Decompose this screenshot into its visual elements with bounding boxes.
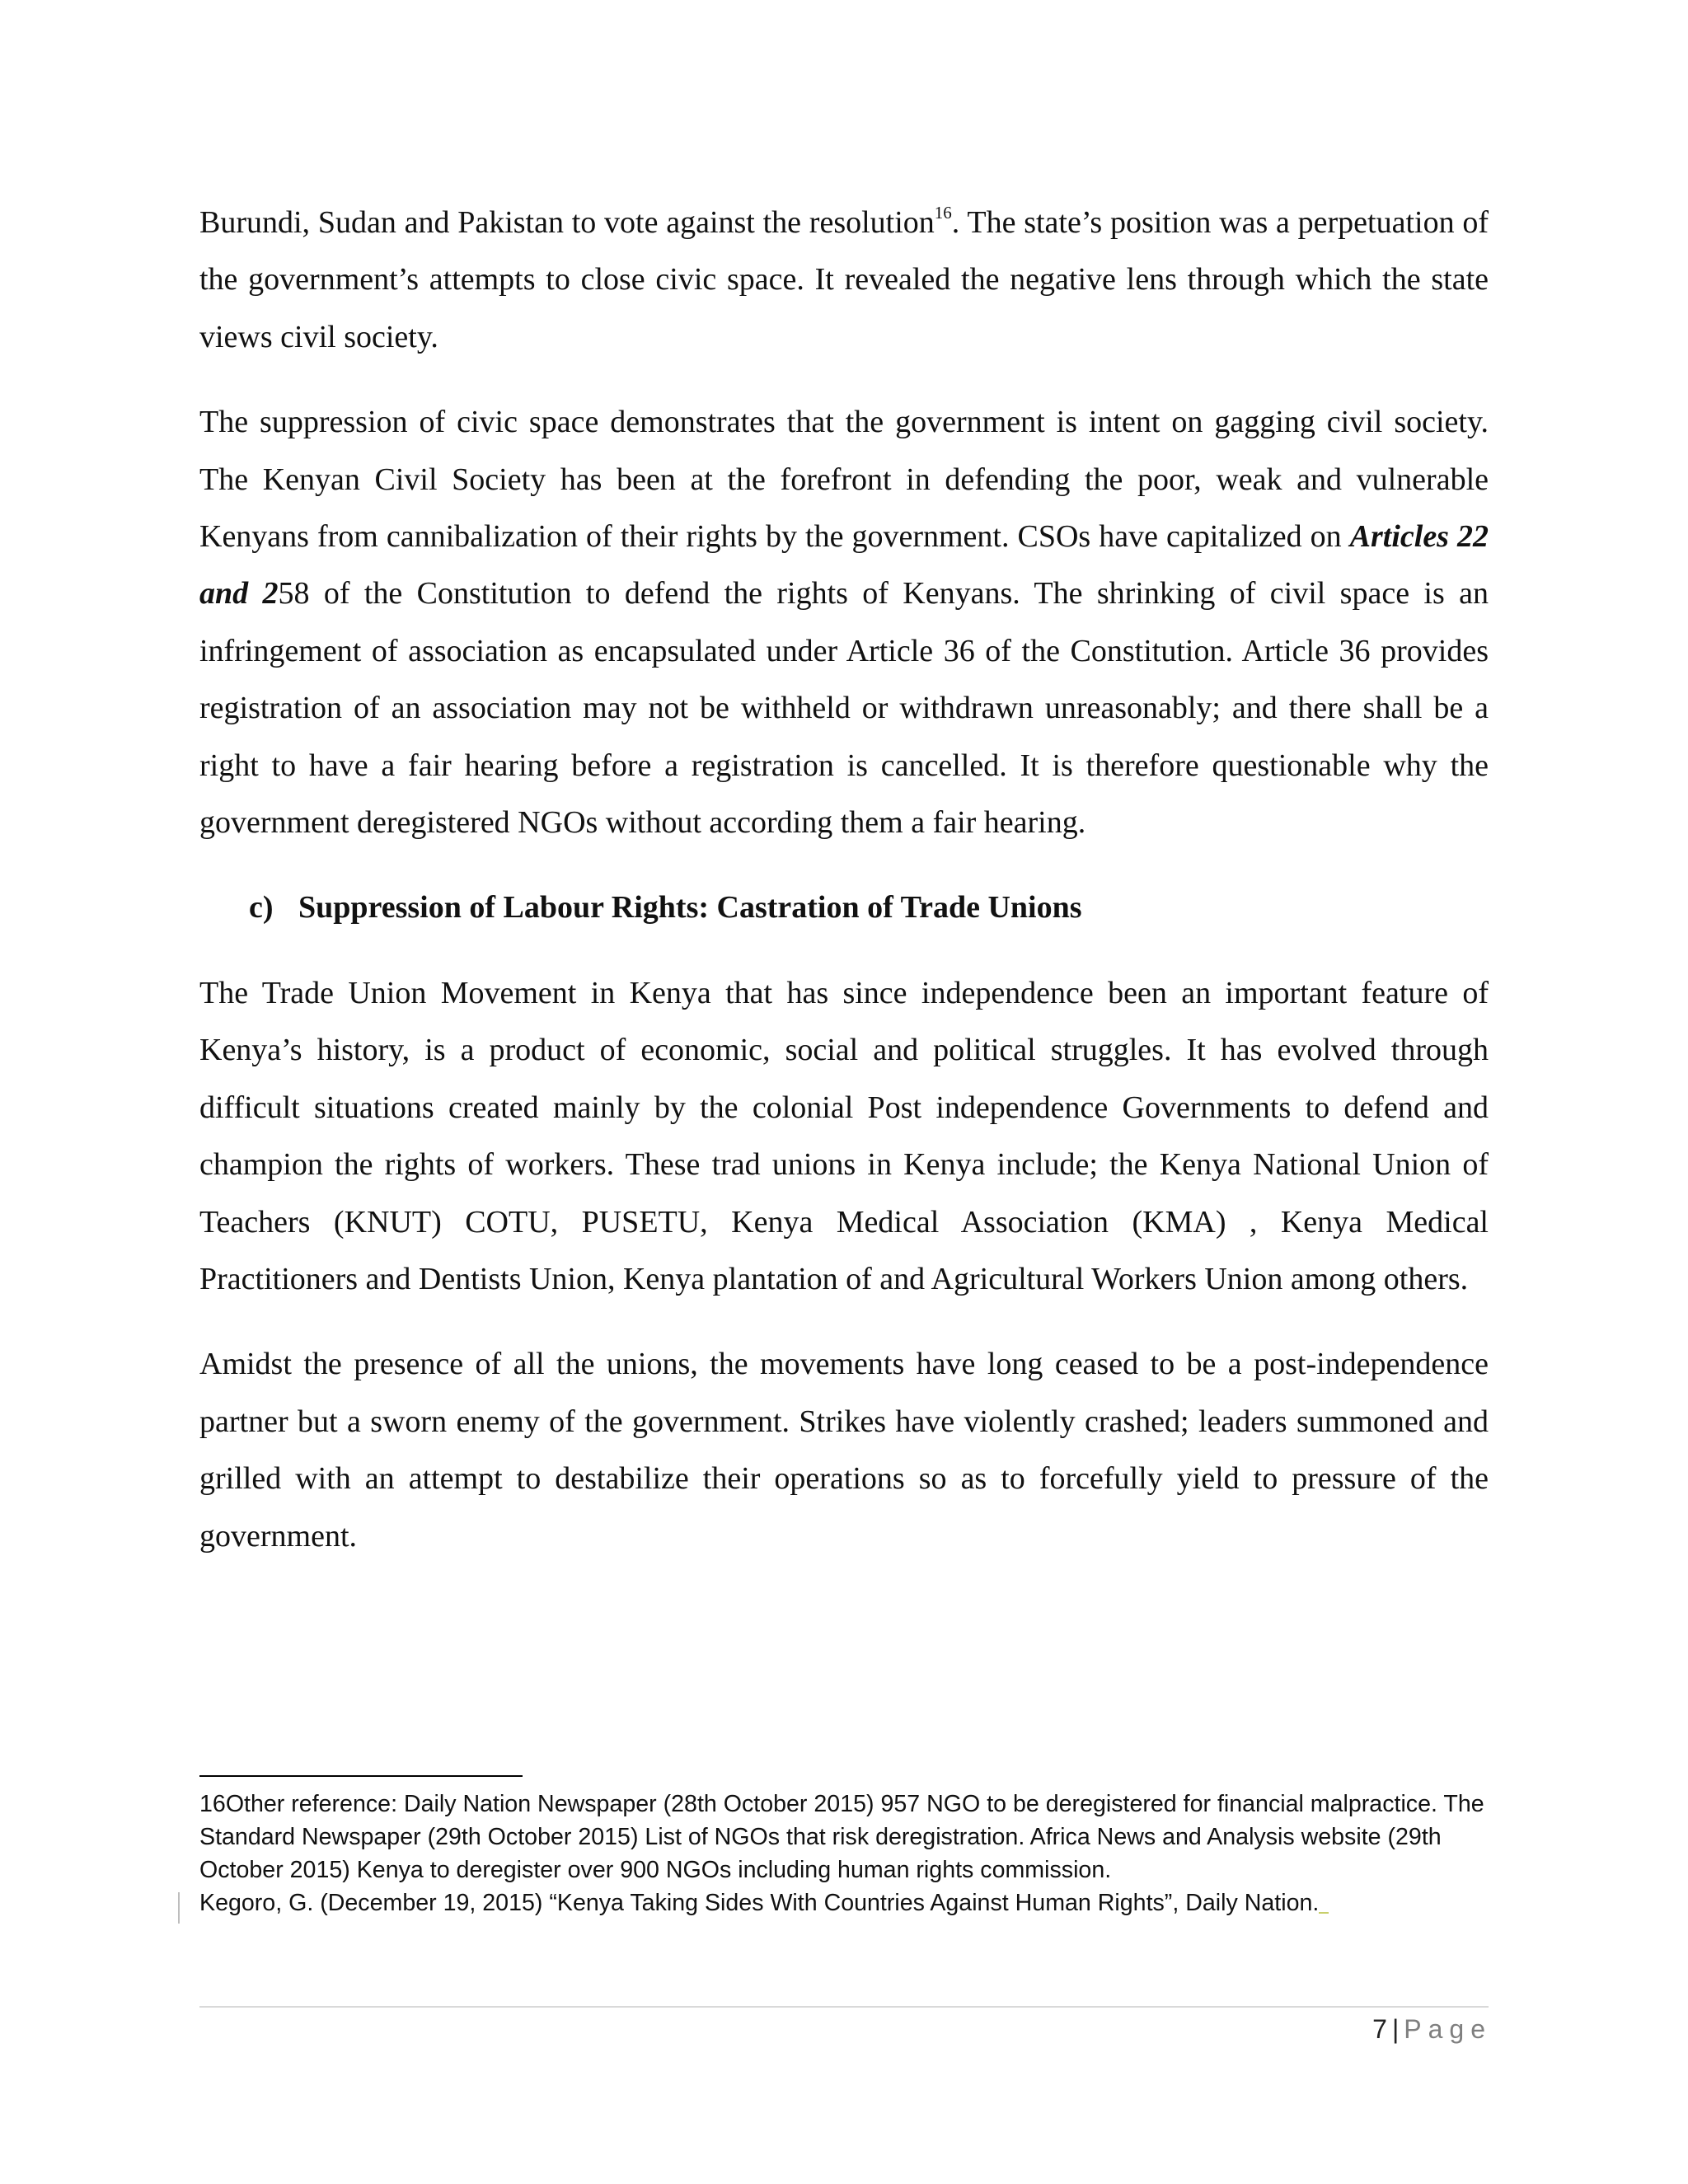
section-marker: c) xyxy=(249,890,274,926)
footer-divider xyxy=(199,2006,1489,2008)
footnote-citation: Kegoro, G. (December 19, 2015) “Kenya Taking Sides With Countries Against Human Rights”, Daily Nation. xyxy=(199,1890,1320,1916)
revision-change-bar xyxy=(178,1892,180,1924)
paragraph-resolution-vote xyxy=(199,194,1489,366)
paragraph-trade-unions: The Trade Union Movement in Kenya that has since independence been an important feature of Kenya’s history, is a product of economic, social and political struggles. It has evolved through difficult situations created mainly by the colonial Post independence Governments to defend and champion the rights of workers. These trad unions in Kenya include; the Kenya National Union of Teachers (KNUT) COTU, PUSETU, Kenya Medical Association (KMA) , Kenya Medical Practitioners and Dentists Union, Kenya plantation of and Agricultural Workers Union among others. xyxy=(199,975,1489,1296)
articles-emphasis: Articles 22 and 2 xyxy=(199,519,1489,612)
paragraph-1-text: Burundi, Sudan and Pakistan to vote against the resolution xyxy=(199,205,935,240)
footnote-16 xyxy=(199,1788,1489,1919)
page-footer xyxy=(1372,2011,1492,2047)
page-number: 7 xyxy=(1372,2014,1387,2044)
page-body xyxy=(199,194,1489,1593)
section-title: Suppression of Labour Rights: Castration of Trade Unions xyxy=(298,890,1082,926)
paragraph-2-text: The suppression of civic space demonstrates that the government is intent on gagging civil society. The Kenyan Civil Society has been at the forefront in defending the poor, weak and vulnerable Kenyans from cannibalization of their rights by the government. CSOs have capitalized on xyxy=(199,405,1489,555)
paragraph-unions-government: Amidst the presence of all the unions, the movements have long ceased to be a post-independence partner but a sworn enemy of the government. Strikes have violently crashed; leaders summoned and grilled with an attempt to destabilize their operations so as to forcefully yield to pressure of the government. xyxy=(199,1347,1489,1554)
revision-mark xyxy=(1319,1912,1329,1914)
footnote-separator xyxy=(199,1775,523,1777)
section-heading xyxy=(249,879,1489,936)
footnote-reference: 16 xyxy=(934,203,952,223)
paragraph-2-text-continued: 58 of the Constitution to defend the rights of Kenyans. The shrinking of civil space is an infringement of association as encapsulated under Article 36 of the Constitution. Article 36 provides registration of an association may not be withheld or withdrawn unreasonably; and there shall be a right to have a fair hearing before a registration is cancelled. It is therefore questionable why the government deregistered NGOs without according them a fair hearing. xyxy=(199,576,1489,841)
paragraph-civic-space xyxy=(199,394,1489,851)
footer-separator: | xyxy=(1391,2014,1400,2044)
paragraph-1-text-continued: . The state’s position was a perpetuation of the government’s attempts to close civic space. It revealed the negative lens through which the state views civil society. xyxy=(199,205,1489,354)
page-label: Page xyxy=(1404,2014,1492,2044)
footnote-number: 16 xyxy=(199,1791,226,1817)
footnote-text: Other reference: Daily Nation Newspaper (28th October 2015) 957 NGO to be deregistered for financial malpractice. The Standard Newspaper (29th October 2015) List of NGOs that risk deregistration. Africa News and Analysis website (29th October 2015) Kenya to deregister over 900 NGOs including human rights commission. xyxy=(199,1791,1484,1883)
